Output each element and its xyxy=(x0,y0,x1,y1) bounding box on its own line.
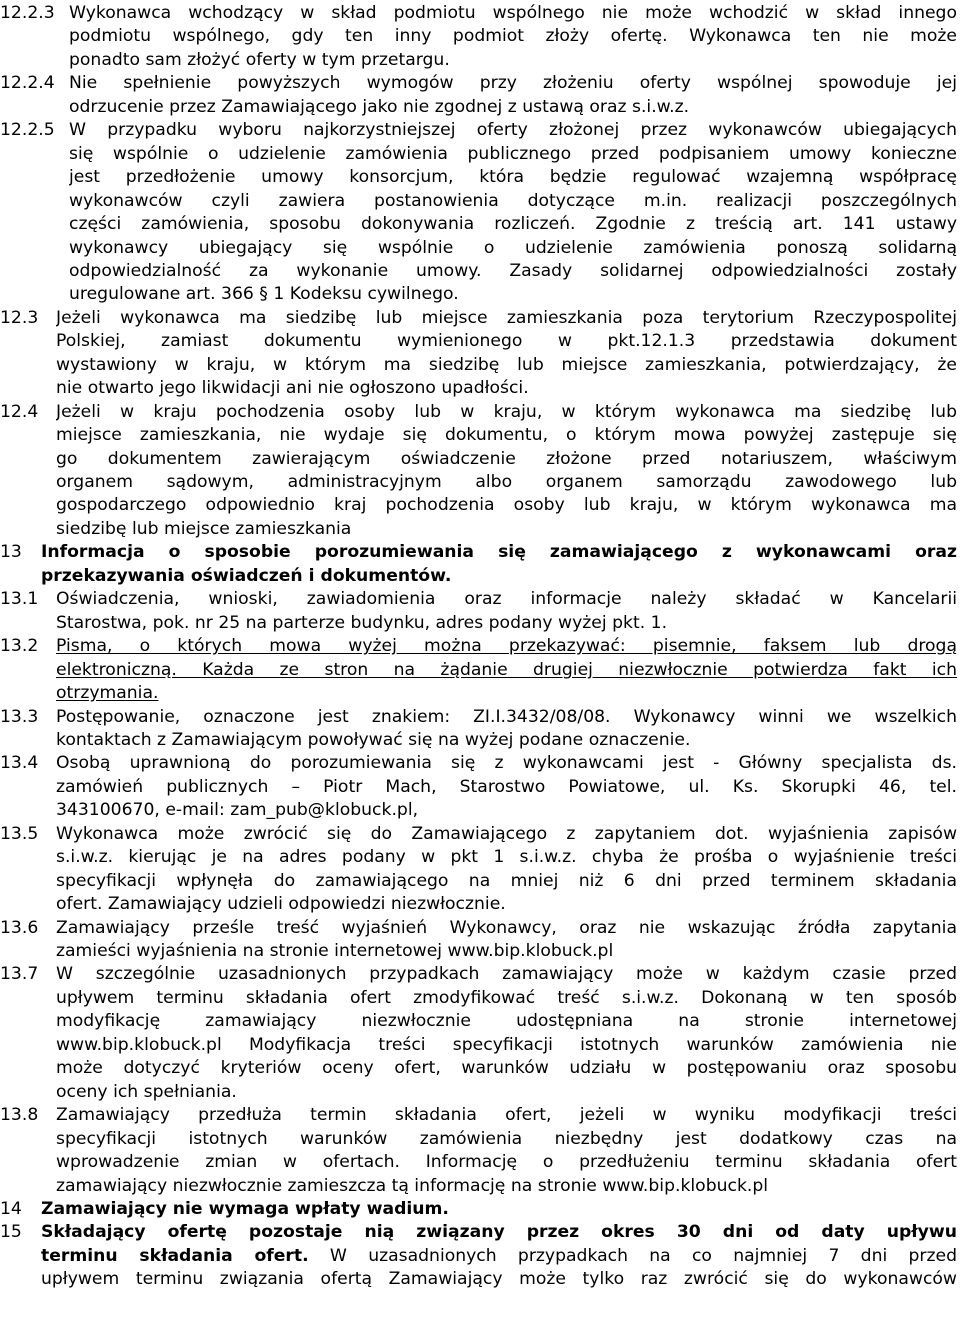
text-line xyxy=(56,1128,957,1151)
section-number: 13.7 xyxy=(0,964,39,985)
text-line xyxy=(56,823,957,846)
line-text: Nie spełnienie powyższych wymogów przy złożeniu oferty wspólnej spowoduje jej xyxy=(69,73,957,94)
text-line xyxy=(56,330,957,353)
line-text: zamawiający niezwłocznie zamieszcza tą informację na stronie www.bip.klobuck.pl xyxy=(56,1175,769,1196)
text-line xyxy=(56,588,957,611)
section-number: 13.3 xyxy=(0,706,39,727)
line-text: upływem terminu związania ofertą Zamawiający może tylko raz zwrócić się do wykonawców xyxy=(41,1269,957,1290)
bold-text: przekazywania oświadczeń i dokumentów. xyxy=(41,565,452,586)
text-line xyxy=(69,72,957,95)
line-text: www.bip.klobuck.pl Modyfikacja treści specyfikacji istotnych warunków zamówienia nie xyxy=(56,1034,957,1055)
section-number: 12.3 xyxy=(0,307,39,328)
bold-text: terminu składania ofert. xyxy=(41,1245,309,1266)
text-line xyxy=(69,49,957,72)
text-line xyxy=(56,1081,957,1104)
text-line xyxy=(41,1221,957,1244)
line-text: Zamawiający przedłuża termin składania ofert, jeżeli w wyniku modyfikacji treści xyxy=(56,1105,957,1126)
line-text: może dotyczyć kryteriów oceny ofert, warunków udziału w postępowaniu oraz sposobu xyxy=(56,1058,957,1079)
section-number: 12.2.5 xyxy=(0,120,55,141)
text-line xyxy=(69,190,957,213)
text-line xyxy=(69,260,957,283)
line-text: Pisma, o których mowa wyżej można przekazywać: pisemnie, faksem lub drogą xyxy=(56,636,957,657)
text-line xyxy=(56,682,957,705)
section-number: 13.6 xyxy=(0,917,39,938)
text-line xyxy=(56,776,957,799)
bold-text: Informacja o sposobie porozumiewania się zamawiającego z wykonawcami oraz xyxy=(41,542,957,563)
text-line xyxy=(69,25,957,48)
line-text: wprowadzenie zmian w ofertach. Informację o przedłużeniu terminu składania ofert xyxy=(56,1152,957,1173)
text-line xyxy=(56,518,957,541)
section-number: 13.5 xyxy=(0,823,39,844)
text-line xyxy=(56,893,957,916)
text-line xyxy=(41,1245,957,1268)
line-text: kontaktach z Zamawiającym powoływać się na wyżej podane oznaczenie. xyxy=(56,729,691,750)
section-number: 12.2.4 xyxy=(0,73,55,94)
line-text: miejsce zamieszkania, nie wydaje się dokumentu, o którym mowa powyżej zastępuje się xyxy=(56,425,957,446)
line-text: ofert. Zamawiający udzieli odpowiedzi niezwłocznie. xyxy=(56,894,506,915)
text-line xyxy=(56,1104,957,1127)
text-line xyxy=(69,2,957,25)
text-line xyxy=(56,1175,957,1198)
line-text: elektroniczną. Każda ze stron na żądanie drugiej niezwłocznie potwierdza fakt ich xyxy=(56,659,957,680)
text-line xyxy=(69,96,957,119)
line-text: Jeżeli wykonawca ma siedzibę lub miejsce zamieszkania poza terytorium Rzeczypospolitej xyxy=(56,307,957,328)
line-text: odpowiedzialność za wykonanie umowy. Zasady solidarnej odpowiedzialności zostały xyxy=(69,260,957,281)
text-line xyxy=(41,1268,957,1291)
text-line xyxy=(69,143,957,166)
section-number: 14 xyxy=(0,1198,22,1219)
text-line xyxy=(56,448,957,471)
text-line xyxy=(56,963,957,986)
section-number: 12.4 xyxy=(0,401,39,422)
section-number: 13.8 xyxy=(0,1105,39,1126)
text-line xyxy=(56,307,957,330)
text-line xyxy=(56,1057,957,1080)
line-text: zamieści wyjaśnienia na stronie internetowej www.bip.klobuck.pl xyxy=(56,941,614,961)
text-line xyxy=(69,119,957,142)
section-number: 12.2.3 xyxy=(0,3,55,23)
bold-text: Zamawiający nie wymaga wpłaty wadium. xyxy=(41,1198,449,1219)
text-line xyxy=(56,917,957,940)
text-line xyxy=(56,635,957,658)
line-text: Polskiej, zamiast dokumentu wymienionego w pkt.12.1.3 przedstawia dokument xyxy=(56,331,957,352)
text-line xyxy=(56,471,957,494)
line-text: gospodarczego odpowiednio kraj pochodzenia osoby lub kraju, w którym wykonawca ma xyxy=(56,495,957,516)
line-text: go dokumentem zawierającym oświadczenie złożone przed notariuszem, właściwym xyxy=(56,448,957,469)
line-text: jest przedłożenie umowy konsorcjum, która będzie regulować wzajemną współpracę xyxy=(69,167,957,188)
line-text: Osobą uprawnioną do porozumiewania się z wykonawcami jest - Główny specjalista ds. xyxy=(56,753,957,774)
line-text: oceny ich spełniania. xyxy=(56,1081,237,1102)
text-line xyxy=(69,283,957,306)
line-text: W uzasadnionych przypadkach na co najmniej 7 dni przed xyxy=(308,1245,957,1266)
text-line xyxy=(56,729,957,752)
line-text: podmiotu wspólnego, gdy ten inny podmiot złoży ofertę. Wykonawca ten nie może xyxy=(69,26,957,47)
text-line xyxy=(56,1034,957,1057)
line-text: specyfikacji istotnych warunków zamówienia niezbędny jest dodatkowy czas na xyxy=(56,1128,957,1149)
line-text: modyfikację zamawiający niezwłocznie udostępniana na stronie internetowej xyxy=(56,1011,957,1032)
line-text: Postępowanie, oznaczone jest znakiem: ZI.I.3432/08/08. Wykonawcy winni we wszelkich xyxy=(56,706,957,727)
text-line xyxy=(56,1010,957,1033)
text-line xyxy=(56,1151,957,1174)
text-line xyxy=(56,940,957,963)
line-text: Oświadczenia, wnioski, zawiadomienia oraz informacje należy składać w Kancelarii xyxy=(56,589,957,610)
line-text: części zamówienia, sposobu dokonywania rozliczeń. Zgodnie z treścią art. 141 ustawy xyxy=(69,214,957,235)
text-line xyxy=(56,846,957,869)
line-text: wystawiony w kraju, w którym ma siedzibę lub miejsce zamieszkania, potwierdzający, że xyxy=(56,354,957,375)
bold-text: Składający ofertę pozostaje nią związany przez okres 30 dni od daty upływu xyxy=(41,1222,957,1243)
text-line xyxy=(56,706,957,729)
line-text: Starostwa, pok. nr 25 na parterze budynku, adres podany wyżej pkt. 1. xyxy=(56,612,668,633)
line-text: organem sądowym, administracyjnym albo organem samorządu zawodowego lub xyxy=(56,472,957,492)
text-line xyxy=(41,565,957,588)
line-text: nie otwarto jego likwidacji ani nie ogłoszono upadłości. xyxy=(56,378,529,399)
line-text: upływem terminu składania ofert zmodyfikować treść s.i.w.z. Dokonaną w ten sposób xyxy=(56,987,957,1008)
text-line xyxy=(41,1198,957,1221)
line-text: uregulowane art. 366 § 1 Kodeksu cywilnego. xyxy=(69,284,459,305)
line-text: się wspólnie o udzielenie zamówienia publicznego przed podpisaniem umowy konieczne xyxy=(69,143,957,164)
line-text: 343100670, e-mail: zam_pub@klobuck.pl, xyxy=(56,800,419,821)
text-line xyxy=(41,541,957,564)
text-line xyxy=(56,377,957,400)
text-line xyxy=(56,799,957,822)
line-text: Jeżeli w kraju pochodzenia osoby lub w kraju, w którym wykonawca ma siedzibę lub xyxy=(56,401,957,422)
line-text: zamówień publicznych – Piotr Mach, Starostwo Powiatowe, ul. Ks. Skorupki 46, tel. xyxy=(56,776,957,797)
text-line xyxy=(56,494,957,517)
text-line xyxy=(69,213,957,236)
section-number: 13 xyxy=(0,542,22,563)
section-number: 13.4 xyxy=(0,753,39,774)
line-text: Wykonawca może zwrócić się do Zamawiającego z zapytaniem dot. wyjaśnienia zapisów xyxy=(56,823,957,844)
line-text: Wykonawca wchodzący w skład podmiotu wspólnego nie może wchodzić w skład innego xyxy=(69,3,957,23)
line-text: W szczególnie uzasadnionych przypadkach zamawiający może w każdym czasie przed xyxy=(56,964,957,985)
text-line xyxy=(56,612,957,635)
line-text: s.i.w.z. kierując je na adres podany w pkt 1 s.i.w.z. chyba że prośba o wyjaśnienie treści xyxy=(56,847,957,868)
text-line xyxy=(69,166,957,189)
section-number: 13.1 xyxy=(0,589,39,610)
line-text: W przypadku wyboru najkorzystniejszej oferty złożonej przez wykonawców ubiegających xyxy=(69,120,957,141)
line-text: siedzibę lub miejsce zamieszkania xyxy=(56,518,352,539)
text-line xyxy=(56,401,957,424)
text-line xyxy=(56,659,957,682)
text-line xyxy=(56,424,957,447)
text-line xyxy=(56,354,957,377)
line-text: ponadto sam złożyć oferty w tym przetargu. xyxy=(69,49,450,70)
line-text: Zamawiający prześle treść wyjaśnień Wykonawcy, oraz nie wskazując źródła zapytania xyxy=(56,917,957,938)
line-text: wykonawców czyli zawiera postanowienia dotyczące m.in. realizacji poszczególnych xyxy=(69,190,957,211)
text-line xyxy=(56,752,957,775)
line-text: otrzymania. xyxy=(56,683,159,704)
text-line xyxy=(56,987,957,1010)
section-number: 13.2 xyxy=(0,636,39,657)
section-number: 15 xyxy=(0,1222,22,1243)
text-line xyxy=(69,237,957,260)
line-text: wykonawcy ubiegający się wspólnie o udzielenie zamówienia ponoszą solidarną xyxy=(69,237,957,258)
line-text: odrzucenie przez Zamawiającego jako nie zgodnej z ustawą oraz s.i.w.z. xyxy=(69,96,690,117)
line-text: specyfikacji wpłynęła do zamawiającego na mniej niż 6 dni przed terminem składania xyxy=(56,870,957,891)
text-line xyxy=(56,870,957,893)
